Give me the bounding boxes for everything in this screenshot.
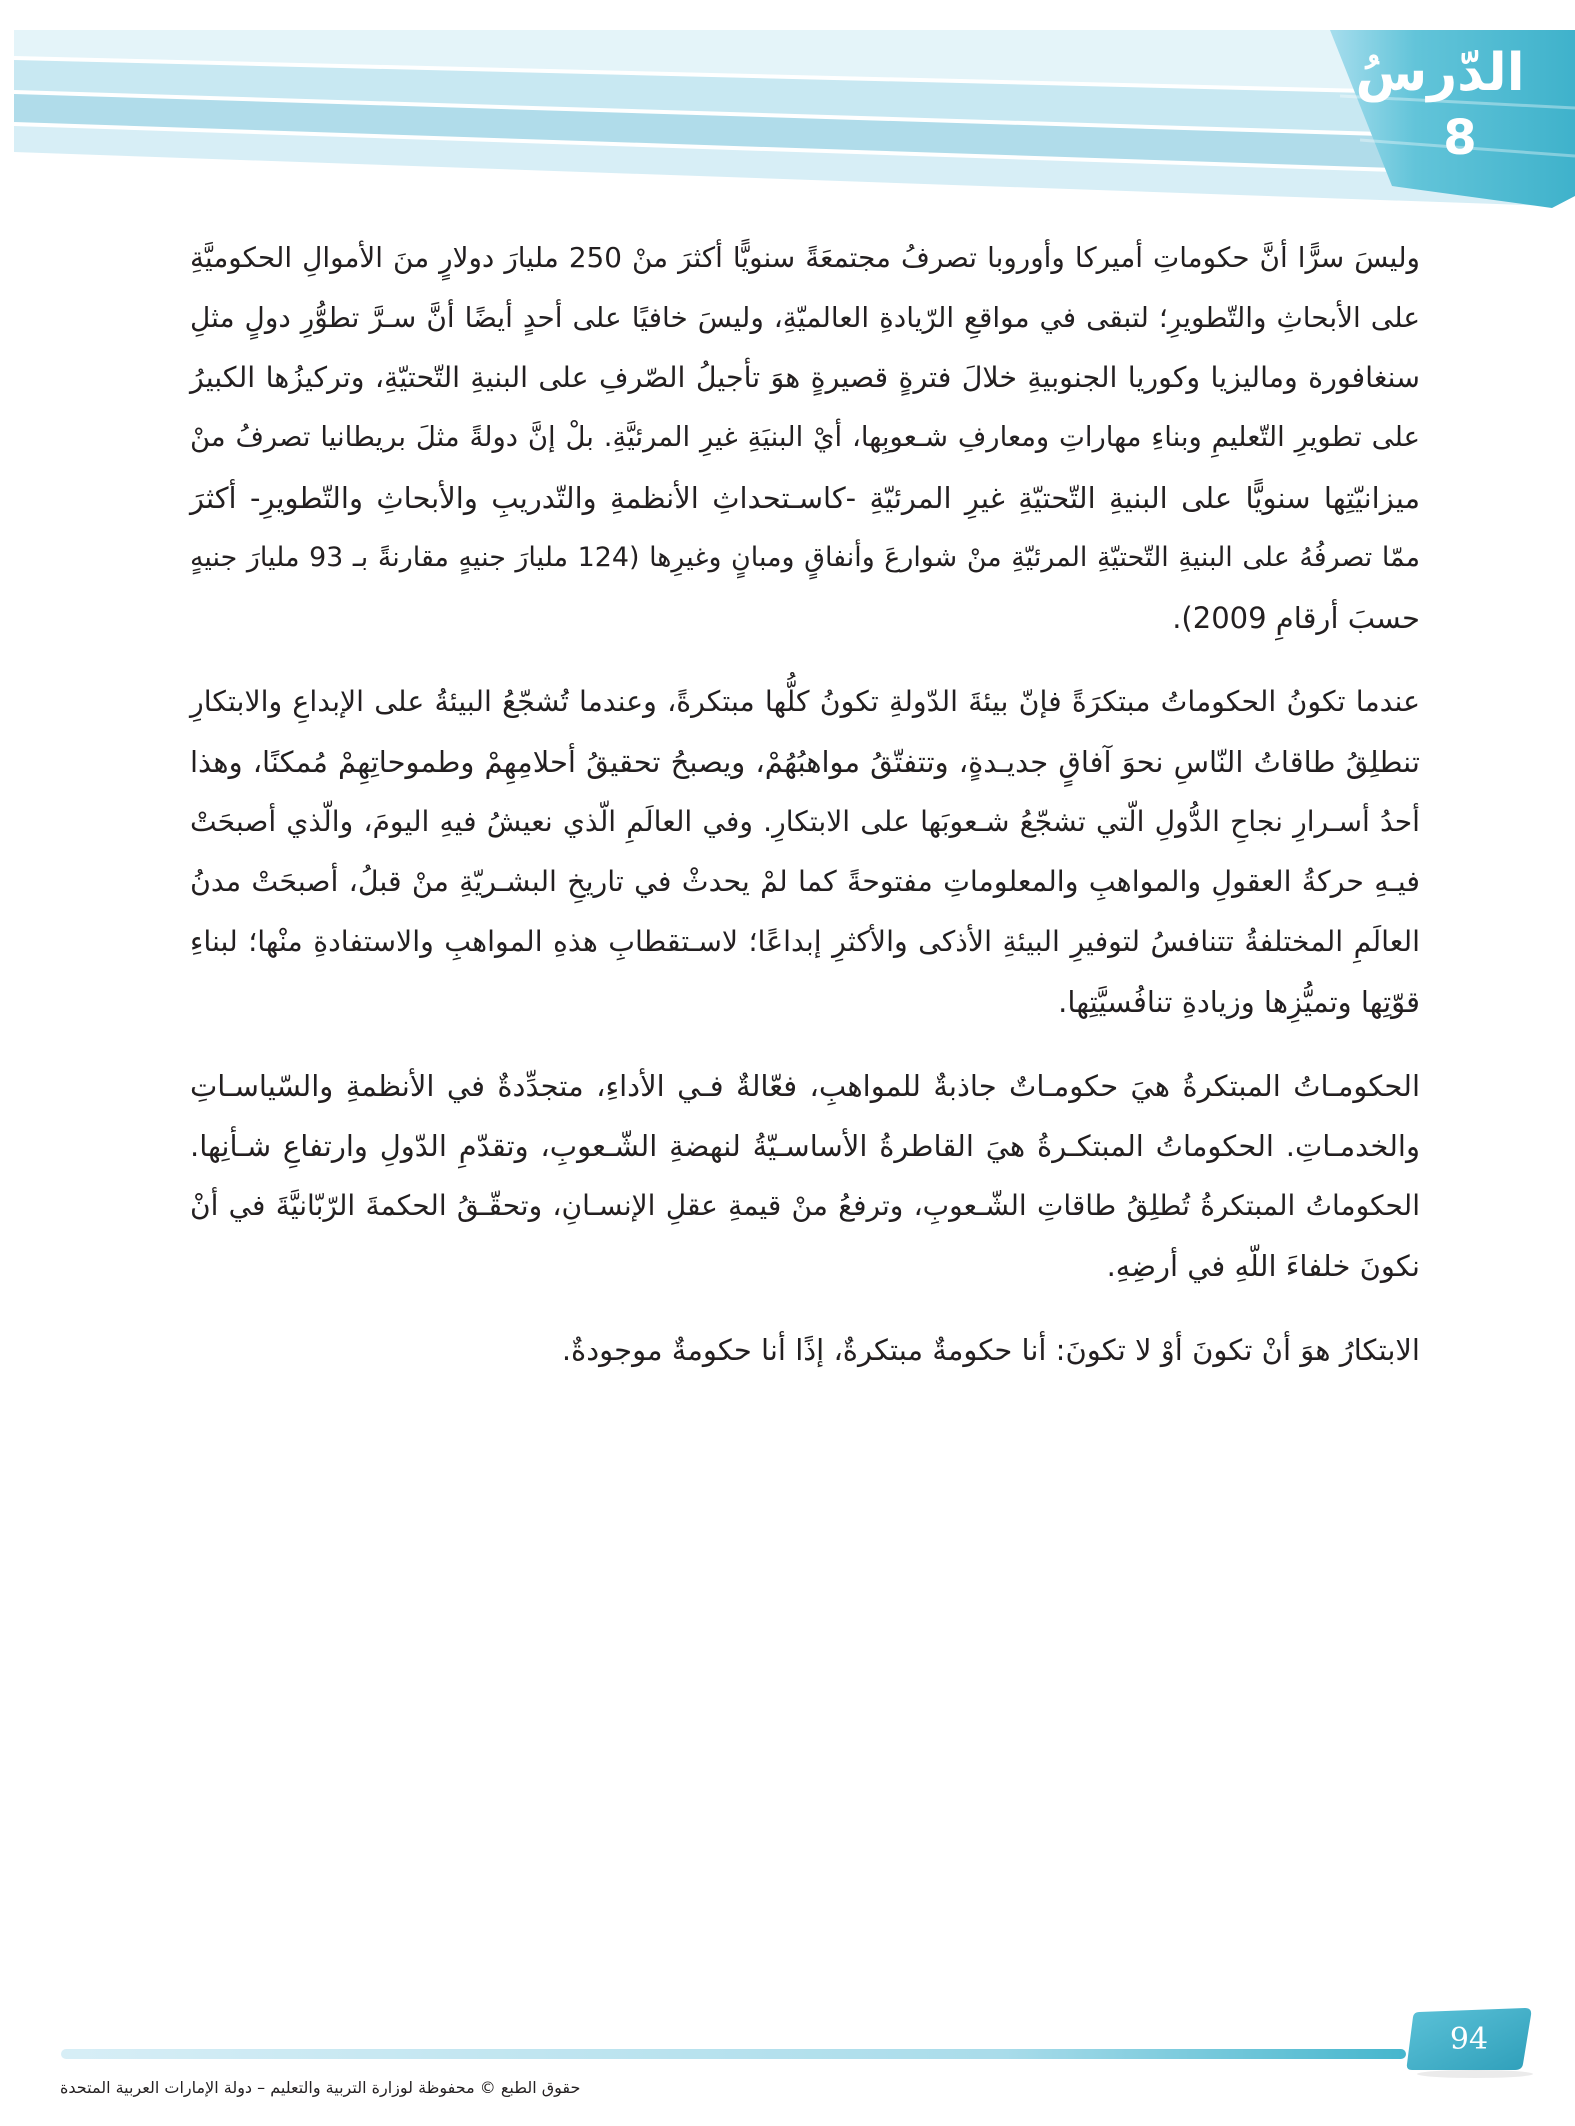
- footer-divider: [61, 2049, 1406, 2059]
- text-line: نكونَ خلفاءَ اللّهِ في أرضِهِ.: [1106, 1249, 1420, 1283]
- text-line: على تطويرِ التّعليمِ وبناءِ مهاراتِ ومعارفِ شـعوبِها، أيْ البنيَةِ غيرِ المرئيَّةِ. بلْ إنَّ دولةً مثلَ بريطانيا تصرفُ منْ: [190, 422, 1420, 453]
- text-line: قوّتِها وتميُّزِها وزيادةِ تنافُسيَّتِها.: [1058, 985, 1420, 1019]
- text-line: على الأبحاثِ والتّطويرِ؛ لتبقى في مواقعِ الرّيادةِ العالميّةِ، وليسَ خافيًا على أحدٍ أيضًا أنَّ سـرَّ تطوُّرِ دولٍ مثلِ: [190, 301, 1420, 334]
- copyright-notice: حقوق الطبع © محفوظة لوزارة التربية والتعليم – دولة الإمارات العربية المتحدة: [60, 2078, 581, 2097]
- text-line: العالَمِ المختلفةُ تتنافسُ لتوفيرِ البيئةِ الأذكى والأكثرِ إبداعًا؛ لاسـتقطابِ هذهِ المواهبِ والاستفادةِ منْها؛ لبناءِ: [190, 925, 1420, 958]
- text-line: الحكومـاتُ المبتكرةُ هيَ حكومـاتٌ جاذبةٌ للمواهبِ، فعّالةٌ فـي الأداءِ، متجدِّدةٌ في الأنظمةِ والسّياسـاتِ: [190, 1069, 1420, 1103]
- text-line: سنغافورة وماليزيا وكوريا الجنوبيةِ خلالَ فترةٍ قصيرةٍ هوَ تأجيلُ الصّرفِ على البنيةِ التّحتيّةِ، وتركيزُها الكبيرُ: [190, 361, 1420, 394]
- paragraph: [190, 1056, 1420, 1296]
- text-line: تنطلِقُ طاقاتُ النّاسِ نحوَ آفاقٍ جديـدةٍ، وتتفتّقُ مواهبُهُمْ، ويصبحُ تحقيقُ أحلامِهِمْ وطموحاتِهِمْ مُمكنًا، وهذا: [190, 745, 1420, 779]
- paragraph: [190, 1320, 1420, 1380]
- lesson-label: الدّرسُ: [1355, 43, 1525, 103]
- text-line: فيـهِ حركةُ العقولِ والمواهبِ والمعلوماتِ مفتوحةً كما لمْ يحدثْ في تاريخِ البشـريّةِ منْ قبلُ، أصبحَتْ مدنُ: [190, 865, 1420, 898]
- text-line: حسبَ أرقامِ 2009).: [1172, 601, 1420, 635]
- text-line: ممّا تصرفُهُ على البنيةِ التّحتيّةِ المرئيّةِ منْ شوارعَ وأنفاقٍ ومبانٍ وغيرِها (124 مليارَ جنيهٍ مقارنةً بـ 93 مليارَ جنيهٍ: [190, 542, 1421, 573]
- text-line: وليسَ سرًّا أنَّ حكوماتِ أميركا وأوروبا تصرفُ مجتمعَةً سنويًّا أكثرَ منْ 250 مليارَ دولارٍ منَ الأموالِ الحكوميَّةِ: [190, 241, 1420, 274]
- text-line: عندما تكونُ الحكوماتُ مبتكرَةً فإنّ بيئةَ الدّولةِ تكونُ كلُّها مبتكرةً، وعندما تُشجّعُ البيئةُ على الإبداعِ والابتكارِ: [190, 685, 1420, 718]
- lesson-body: [190, 228, 1420, 1404]
- paragraph: [190, 228, 1420, 648]
- text-line: ميزانيّتِها سنويًّا على البنيةِ التّحتيّةِ غيرِ المرئيّةِ -كاسـتحداثِ الأنظمةِ والتّدريبِ والأبحاثِ والتّطويرِ- أكثرَ: [190, 481, 1420, 515]
- paragraph: [190, 672, 1420, 1032]
- text-line: الابتكارُ هوَ أنْ تكونَ أوْ لا تكونَ: أنا حكومةٌ مبتكرةٌ، إذًا أنا حكومةٌ موجودةٌ.: [561, 1333, 1420, 1367]
- text-line: الحكوماتُ المبتكرةُ تُطلِقُ طاقاتِ الشّـعوبِ، وترفعُ منْ قيمةِ عقلِ الإنسـانِ، وتحقّـقُ الحكمةَ الرّبّانيَّةَ في أنْ: [190, 1189, 1420, 1222]
- text-line: والخدمـاتِ. الحكوماتُ المبتكـرةُ هيَ القاطرةُ الأساسـيّةُ لنهضةِ الشّـعوبِ، وتقدّمِ الدّولِ وارتفاعِ شـأنِها.: [190, 1129, 1420, 1163]
- page-number: 94: [1449, 2022, 1489, 2057]
- lesson-number: 8: [1443, 110, 1477, 166]
- header-banner: [0, 0, 1575, 230]
- text-line: أحدُ أسـرارِ نجاحِ الدُّولِ الّتي تشجّعُ شـعوبَها على الابتكارِ. وفي العالَمِ الّذي نعيشُ فيهِ اليومَ، والّذي أصبحَتْ: [190, 805, 1420, 838]
